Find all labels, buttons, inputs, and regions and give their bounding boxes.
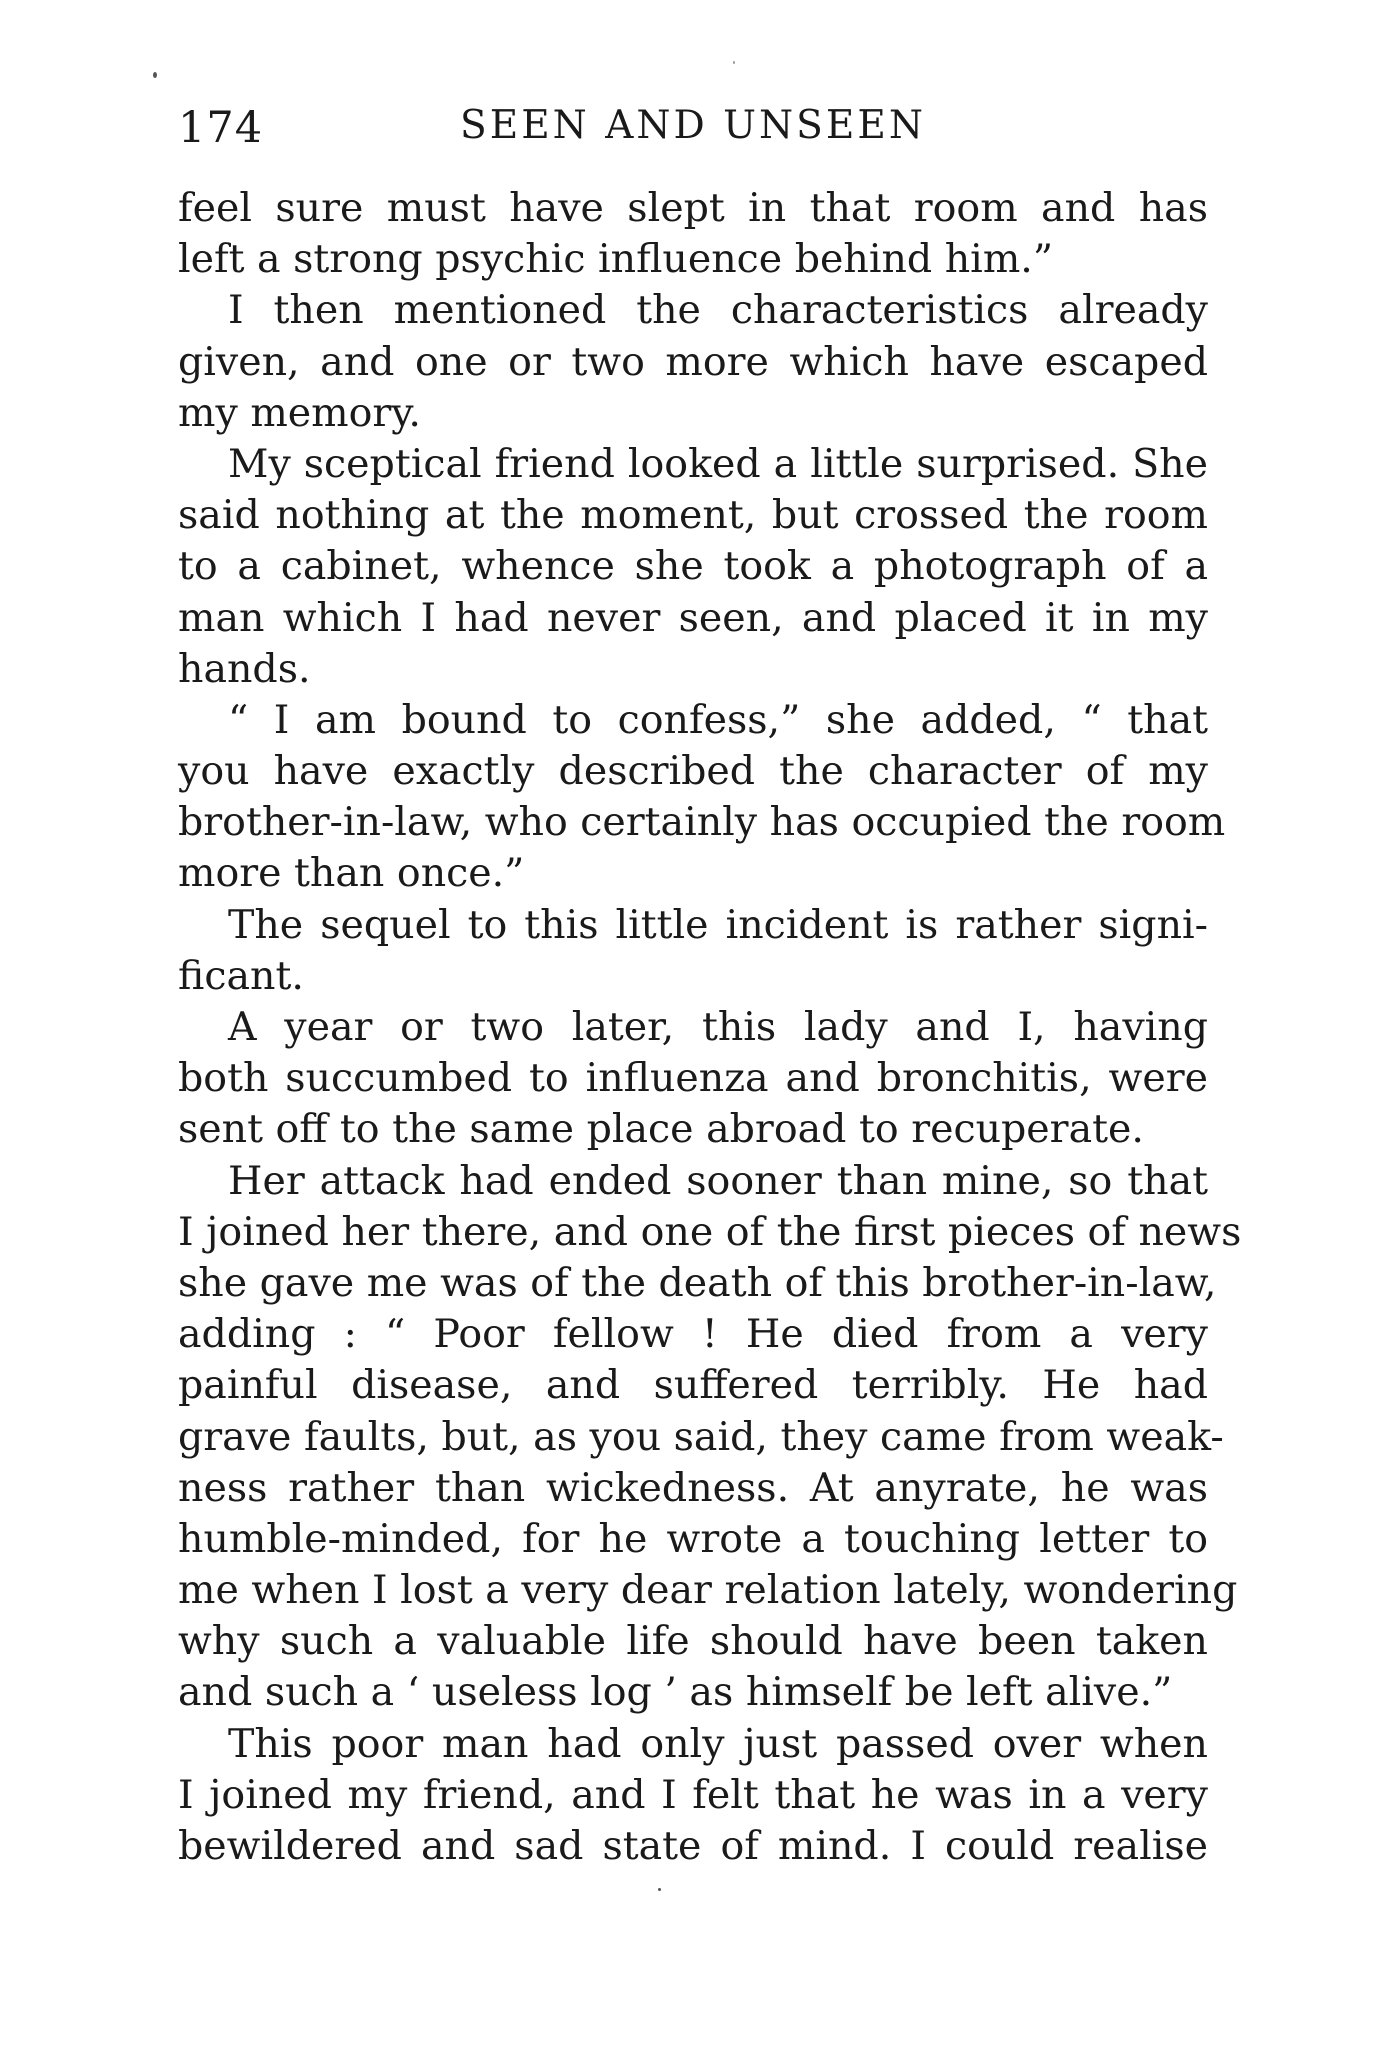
text-line: grave faults, but, as you said, they came from weak- [178,1413,1224,1460]
text-line: why such a valuable life should have been taken [178,1618,1208,1665]
text-line: ficant. [178,952,304,999]
text-line: to a cabinet, whence she took a photograph of a [178,543,1208,590]
text-line: The sequel to this little incident is rather signi- [228,901,1208,948]
paper-speck [658,1888,661,1891]
page-title: SEEN AND UNSEEN [460,103,926,148]
text-line: said nothing at the moment, but crossed the room [178,492,1208,539]
text-line: This poor man had only just passed over when [228,1720,1208,1767]
text-line: I then mentioned the characteristics already [228,287,1208,334]
text-line: Her attack had ended sooner than mine, so that [228,1157,1208,1204]
text-line: me when I lost a very dear relation lately, wondering [178,1567,1238,1614]
text-line: I joined my friend, and I felt that he was in a very [178,1771,1208,1818]
running-head [178,103,1208,163]
text-line: sent off to the same place abroad to recuperate. [178,1106,1144,1153]
text-line: brother-in-law, who certainly has occupied the room [178,799,1226,846]
paper-speck [153,72,157,78]
text-line: adding : “ Poor fellow ! He died from a very [178,1311,1208,1358]
text-line: hands. [178,645,311,692]
text-line: man which I had never seen, and placed it in my [178,594,1208,641]
text-line: I joined her there, and one of the first pieces of news [178,1208,1242,1255]
text-line: both succumbed to influenza and bronchitis, were [178,1055,1208,1102]
text-line: bewildered and sad state of mind. I could realise [178,1823,1208,1869]
page-number: 174 [178,103,264,153]
paper-speck [733,61,735,64]
text-line: you have exactly described the character of my [178,748,1208,795]
body-text [178,183,1242,1872]
text-line: left a strong psychic influence behind him.” [178,236,1054,283]
text-line: painful disease, and suffered terribly. He had [178,1362,1208,1409]
text-line: feel sure must have slept in that room and has [178,185,1208,231]
text-line: A year or two later, this lady and I, having [228,1004,1208,1050]
text-line: my memory. [178,389,421,436]
text-line: and such a ‘ useless log ’ as himself be left alive.” [178,1669,1173,1716]
text-line: ness rather than wickedness. At anyrate, he was [178,1464,1208,1511]
text-line: humble-minded, for he wrote a touching letter to [178,1515,1208,1562]
text-line: My sceptical friend looked a little surprised. She [228,440,1208,487]
text-line: she gave me was of the death of this brother-in-law, [178,1259,1217,1306]
text-line: “ I am bound to confess,” she added, “ that [228,696,1208,743]
text-line: more than once.” [178,850,525,897]
text-line: given, and one or two more which have escaped [178,338,1208,385]
